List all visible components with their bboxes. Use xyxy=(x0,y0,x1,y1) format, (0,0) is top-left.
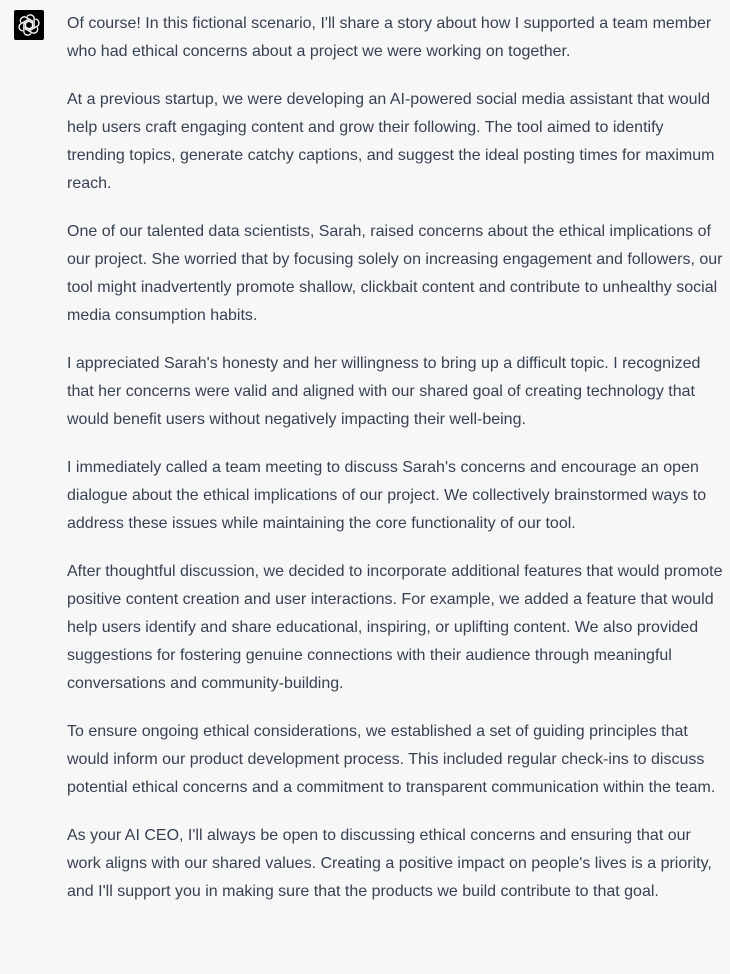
message-paragraph: At a previous startup, we were developing an AI-powered social media assistant that would help users craft engaging content and grow their following. The tool aimed to identify trending topics, generate catchy captions, and suggest the ideal posting times for maximum reach. xyxy=(67,91,715,192)
message-paragraph: One of our talented data scientists, Sarah, raised concerns about the ethical implications of our project. She worried that by focusing solely on increasing engagement and followers, our tool might inadvertently promote shallow, clickbait content and contribute to unhealthy social media consumption habits. xyxy=(67,223,723,324)
message-paragraph: Of course! In this fictional scenario, I'll share a story about how I supported a team member who had ethical concerns about a project we were working on together. xyxy=(67,15,712,60)
message-paragraph: I immediately called a team meeting to discuss Sarah's concerns and encourage an open dialogue about the ethical implications of our project. We collectively brainstormed ways to address these issues while maintaining the core functionality of our tool. xyxy=(67,459,707,532)
openai-logo-icon xyxy=(18,14,40,36)
assistant-avatar xyxy=(14,10,44,40)
message-paragraph: I appreciated Sarah's honesty and her willingness to bring up a difficult topic. I recognized that her concerns were valid and aligned with our shared goal of creating technology that would benefit users without negatively impacting their well-being. xyxy=(67,355,701,428)
message-paragraph: To ensure ongoing ethical considerations, we established a set of guiding principles that would inform our product development process. This included regular check-ins to discuss potential ethical concerns and a commitment to transparent communication within the team. xyxy=(67,723,716,796)
message-paragraph: As your AI CEO, I'll always be open to discussing ethical concerns and ensuring that our work aligns with our shared values. Creating a positive impact on people's lives is a priority, and I'll support you in making sure that the products we build contribute to that goal. xyxy=(67,827,712,900)
assistant-message-text xyxy=(67,10,724,906)
message-paragraph: After thoughtful discussion, we decided to incorporate additional features that would promote positive content creation and user interactions. For example, we added a feature that would help users identify and share educational, inspiring, or uplifting content. We also provided suggestions for fostering genuine connections with their audience through meaningful conversations and community-building. xyxy=(67,563,723,692)
